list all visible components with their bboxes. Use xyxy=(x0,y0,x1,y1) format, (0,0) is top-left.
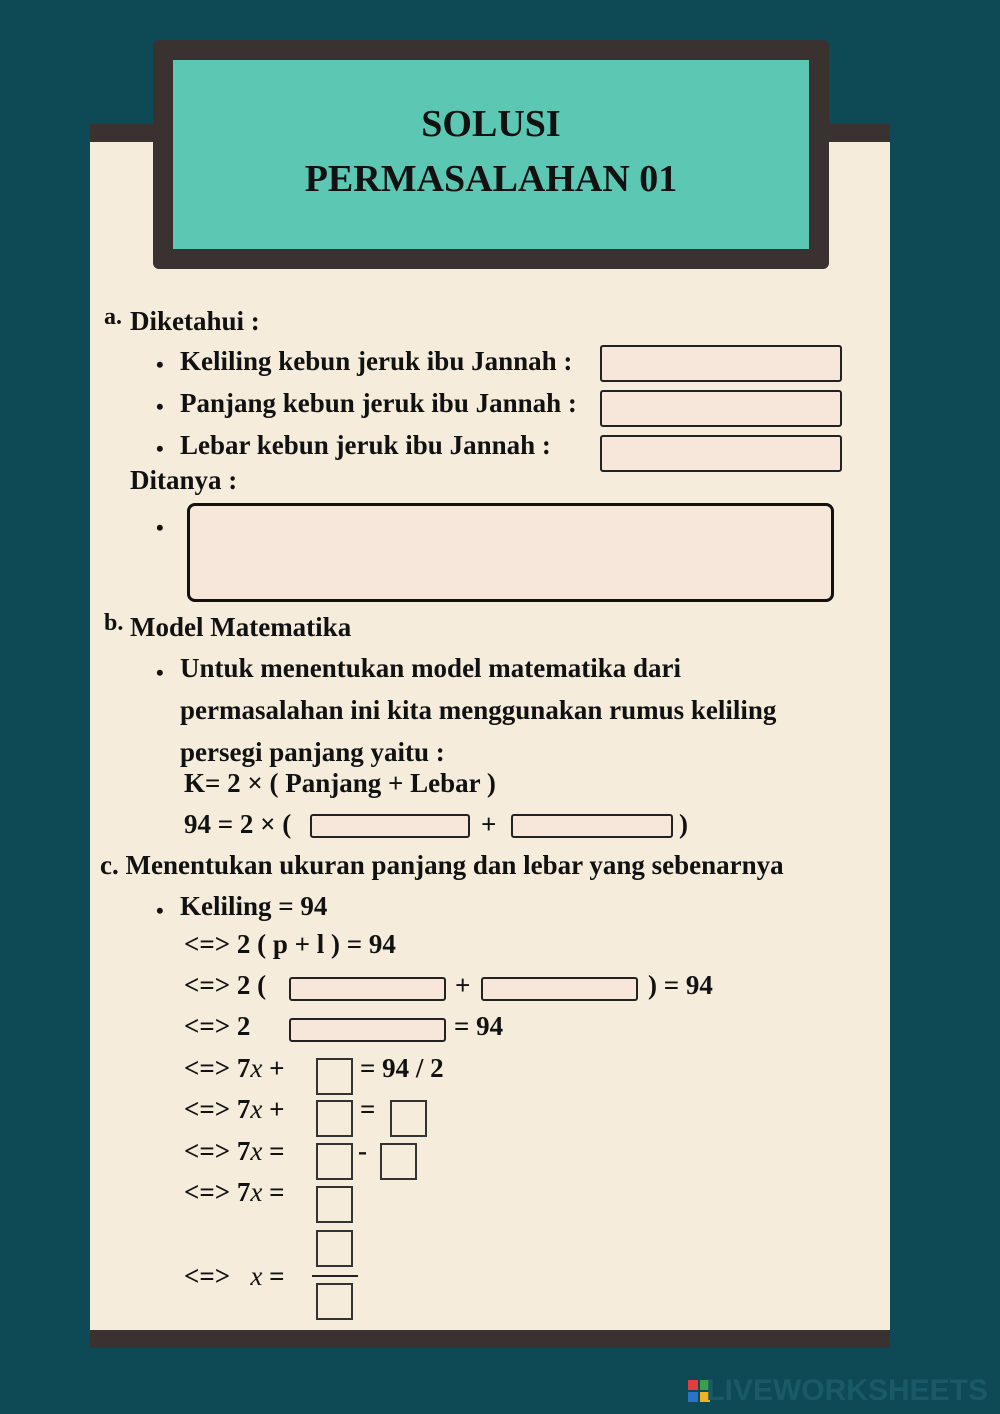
liveworksheets-watermark: LIVEWORKSHEETS xyxy=(706,1374,988,1407)
step-2-input-1[interactable] xyxy=(289,977,446,1001)
ditanya-heading: Ditanya : xyxy=(130,465,238,495)
plus-sign: + xyxy=(269,1053,285,1083)
coefficient: 7 xyxy=(236,1053,251,1083)
equals-sign: = xyxy=(360,1094,376,1124)
step-1: <=> 2 ( p + l ) = 94 xyxy=(184,929,396,959)
bullet: • xyxy=(156,515,164,540)
variable-x: x xyxy=(250,1053,263,1083)
step-8 xyxy=(184,1261,285,1292)
lebar-expression-input[interactable] xyxy=(511,814,673,838)
step-5-box-2[interactable] xyxy=(390,1100,427,1137)
step-2-suffix: ) = 94 xyxy=(648,970,713,1000)
section-a-marker: a. xyxy=(104,304,122,330)
fraction-bar xyxy=(312,1275,358,1277)
bullet: • xyxy=(156,352,164,377)
step-5 xyxy=(184,1094,285,1125)
bullet: • xyxy=(156,898,164,923)
variable-x: x xyxy=(250,1136,263,1166)
step-2-plus: + xyxy=(455,970,471,1000)
model-text-line-2: permasalahan ini kita menggunakan rumus keliling xyxy=(180,695,777,725)
arrow: <=> xyxy=(184,1053,231,1083)
known-lebar-label: Lebar kebun jeruk ibu Jannah : xyxy=(180,430,551,460)
equals-sign: = xyxy=(269,1261,285,1291)
variable-x: x xyxy=(250,1261,263,1291)
numerator-box[interactable] xyxy=(316,1230,353,1267)
equals-sign: = xyxy=(269,1177,285,1207)
lebar-input[interactable] xyxy=(600,435,842,472)
step-3-input[interactable] xyxy=(289,1018,446,1042)
step-3-prefix: <=> 2 xyxy=(184,1011,251,1041)
step-2-input-2[interactable] xyxy=(481,977,638,1001)
section-c-heading: c. Menentukan ukuran panjang dan lebar yang sebenarnya xyxy=(100,850,784,880)
model-heading: Model Matematika xyxy=(130,612,352,642)
arrow: <=> xyxy=(184,1094,231,1124)
step-6-box-1[interactable] xyxy=(316,1143,353,1180)
perimeter-formula: K= 2 × ( Panjang + Lebar ) xyxy=(184,768,496,798)
known-keliling-label: Keliling kebun jeruk ibu Jannah : xyxy=(180,346,573,376)
known-panjang-label: Panjang kebun jeruk ibu Jannah : xyxy=(180,388,577,418)
title-line-2: PERMASALAHAN 01 xyxy=(304,158,678,200)
arrow: <=> xyxy=(184,1261,231,1291)
bullet: • xyxy=(156,394,164,419)
variable-x: x xyxy=(250,1177,263,1207)
step-6 xyxy=(184,1136,285,1167)
diketahui-heading: Diketahui : xyxy=(130,306,260,336)
title-line-1: SOLUSI xyxy=(421,103,561,145)
arrow: <=> xyxy=(184,1136,231,1166)
arrow: <=> xyxy=(184,1177,231,1207)
coefficient: 7 xyxy=(236,1177,251,1207)
variable-x: x xyxy=(250,1094,263,1124)
coefficient: 7 xyxy=(236,1094,251,1124)
step-4-rhs: = 94 / 2 xyxy=(360,1053,444,1083)
coefficient: 7 xyxy=(236,1136,251,1166)
denominator-box[interactable] xyxy=(316,1283,353,1320)
bullet: • xyxy=(156,436,164,461)
ditanya-input[interactable] xyxy=(187,503,834,602)
plus-sign: + xyxy=(269,1094,285,1124)
step-7 xyxy=(184,1177,285,1208)
title-box xyxy=(153,40,829,269)
step-5-box-1[interactable] xyxy=(316,1100,353,1137)
bullet: • xyxy=(156,660,164,685)
step-2-prefix: <=> 2 ( xyxy=(184,970,267,1000)
step-4-box[interactable] xyxy=(316,1058,353,1095)
section-b-marker: b. xyxy=(104,610,124,636)
step-7-box[interactable] xyxy=(316,1186,353,1223)
keliling-input[interactable] xyxy=(600,345,842,382)
step-3-suffix: = 94 xyxy=(454,1011,504,1041)
panjang-input[interactable] xyxy=(600,390,842,427)
model-text-line-3: persegi panjang yaitu : xyxy=(180,737,445,767)
equals-sign: = xyxy=(269,1136,285,1166)
step-4 xyxy=(184,1053,285,1084)
plus-sign: + xyxy=(481,809,497,839)
keliling-value: Keliling = 94 xyxy=(180,891,328,921)
panjang-expression-input[interactable] xyxy=(310,814,470,838)
minus-sign: - xyxy=(358,1136,367,1166)
equation-prefix: 94 = 2 × ( xyxy=(184,809,292,839)
model-text-line-1: Untuk menentukan model matematika dari xyxy=(180,653,682,683)
step-6-box-2[interactable] xyxy=(380,1143,417,1180)
close-paren: ) xyxy=(679,809,688,839)
